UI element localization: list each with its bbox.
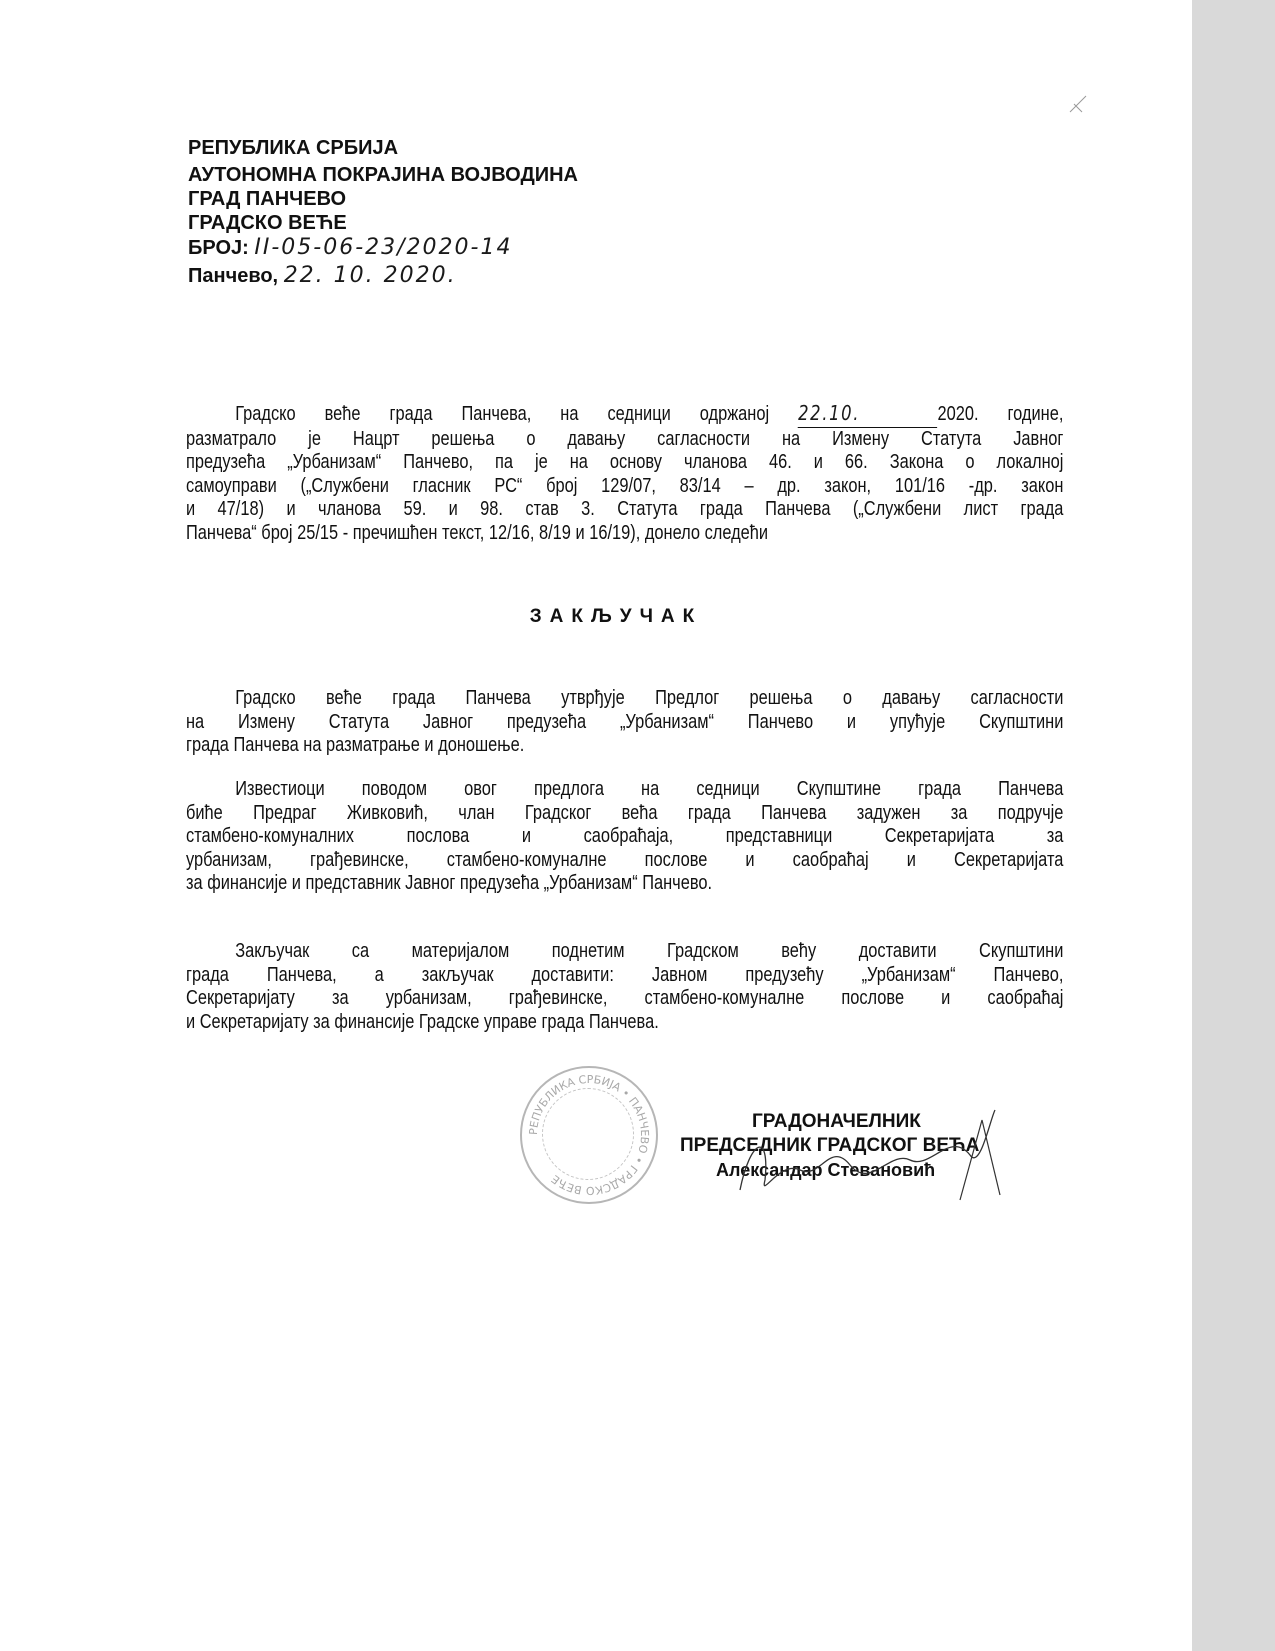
paragraph-line: Закључак са материјалом поднетим Градском већу доставити Скупштини: [235, 940, 1064, 962]
paragraph-line: града Панчева на разматрање и доношење.: [186, 734, 525, 757]
meeting-date-handwritten: 22.10.: [798, 401, 861, 425]
paragraph-line: града Панчева, а закључак доставити: Јавном предузећу „Урбанизам“ Панчево,: [186, 963, 1064, 986]
header-line: ГРАД ПАНЧЕВО: [188, 188, 347, 210]
paragraph-line: и Секретаријату за финансије Градске управе града Панчева.: [186, 1010, 659, 1033]
document-number: [188, 236, 512, 260]
number-label: БРОЈ:: [188, 237, 249, 259]
intro-line: Панчева“ број 25/15 - пречишћен текст, 12/16, 8/19 и 16/19), донело следећи: [186, 521, 769, 544]
stamp-text-graphic: [522, 1068, 656, 1202]
paragraph-line: Известиоци поводом овог предлога на седници Скупштине града Панчева: [235, 778, 1064, 800]
header-line: РЕПУБЛИКА СРБИЈА: [188, 137, 399, 159]
document-date: [188, 264, 457, 288]
place-label: Панчево,: [188, 265, 279, 287]
paragraph-1: [186, 687, 1063, 758]
date-handwritten: 22. 10. 2020.: [283, 263, 457, 288]
scan-mark: [1068, 94, 1090, 116]
date-blank: [798, 402, 937, 428]
paragraph-3: [186, 940, 1063, 1034]
intro-line: предузећа „Урбанизам“ Панчево, па је на основу чланова 46. и 66. Закона о локалној: [186, 451, 1064, 474]
header-line: АУТОНОМНА ПОКРАЈИНА ВОЈВОДИНА: [188, 164, 578, 186]
paragraph-line: Секретаријату за урбанизам, грађевинске, стамбено-комуналне послове и саобраћај: [186, 987, 1064, 1010]
header-line: ГРАДСКО ВЕЋЕ: [188, 212, 347, 234]
svg-text:РЕПУБЛИКА СРБИЈА • ПАНЧЕВО • Г: РЕПУБЛИКА СРБИЈА • ПАНЧЕВО • ГРАДСКО ВЕЋЕ: [526, 1072, 652, 1198]
document-title: ЗАКЉУЧАК: [529, 606, 703, 627]
intro-line: и 47/18) и чланова 59. и 98. став 3. Статута града Панчева („Службени лист града: [186, 498, 1064, 521]
paragraph-2: [186, 778, 1063, 896]
intro-line: [186, 402, 1063, 428]
paragraph-line: Градско веће града Панчева утврђује Предлог решења о давању сагласности: [235, 687, 1064, 709]
handwritten-signature: [720, 1100, 1020, 1210]
intro-text: Градско веће града Панчева, на седници одржаној: [235, 403, 770, 425]
intro-text: 2020. године,: [937, 403, 1064, 425]
number-value-handwritten: II-05-06-23/2020-14: [254, 235, 513, 260]
intro-line: самоуправи („Службени гласник РС“ број 129/07, 83/14 – др. закон, 101/16 -др. закон: [186, 474, 1064, 497]
paragraph-line: за финансије и представник Јавног предузећа „Урбанизам“ Панчево.: [186, 872, 713, 895]
paragraph-line: стамбено-комуналних послова и саобраћаја, представници Секретаријата за: [186, 825, 1064, 848]
signatory-name: Александар Стевановић: [716, 1160, 936, 1180]
paragraph-line: на Измену Статута Јавног предузећа „Урбанизам“ Панчево и упућује Скупштини: [186, 710, 1064, 733]
signature-title: ПРЕДСЕДНИК ГРАДСКОГ ВЕЋА: [680, 1135, 980, 1156]
official-stamp: [520, 1066, 658, 1204]
intro-line: разматрало је Нацрт решења о давању сагласности на Измену Статута Јавног: [186, 427, 1064, 450]
paragraph-line: биће Предраг Живковић, члан Градског већа града Панчева задужен за подручје: [186, 801, 1064, 824]
intro-paragraph: [186, 402, 1063, 546]
paragraph-line: урбанизам, грађевинске, стамбено-комуналне послове и саобраћај и Секретаријата: [186, 848, 1064, 871]
scan-edge: [1192, 0, 1275, 1651]
signature-title: ГРАДОНАЧЕЛНИК: [752, 1111, 921, 1132]
